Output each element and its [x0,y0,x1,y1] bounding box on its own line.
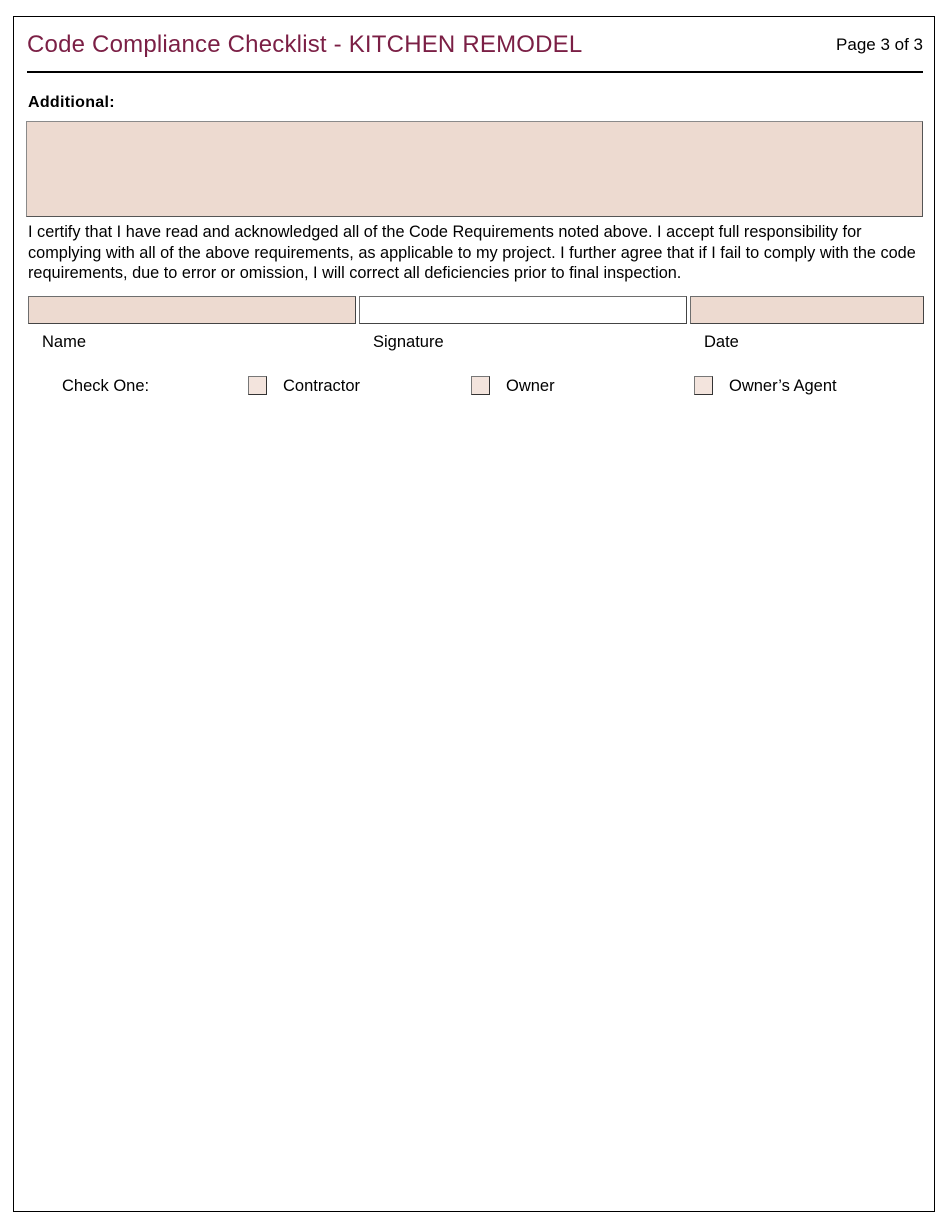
signature-field[interactable] [359,296,687,324]
contractor-checkbox[interactable] [248,376,267,395]
date-field[interactable] [690,296,924,324]
name-field[interactable] [28,296,356,324]
contractor-option-label: Contractor [283,377,361,395]
name-label: Name [42,333,87,351]
date-label: Date [704,333,739,351]
signature-label: Signature [373,333,444,351]
owner-checkbox[interactable] [471,376,490,395]
additional-label: Additional: [28,94,115,111]
owner-option-label: Owner [506,377,555,395]
check-one-label: Check One: [62,377,150,395]
certification-statement: I certify that I have read and acknowledged all of the Code Requirements noted above. I accept full responsibility for complying with all of the above requirements, as applicable to my project. I further agree that if I fail to comply with the code requirements, due to error or omission, I will correct all deficiencies prior to final inspection. [28,223,916,282]
owners-agent-checkbox[interactable] [694,376,713,395]
title-divider [27,71,923,73]
page-number: Page 3 of 3 [836,35,923,54]
owners-agent-option-label: Owner’s Agent [729,377,837,395]
additional-notes-field[interactable] [26,121,923,217]
page-title: Code Compliance Checklist - KITCHEN REMODEL [27,31,583,58]
